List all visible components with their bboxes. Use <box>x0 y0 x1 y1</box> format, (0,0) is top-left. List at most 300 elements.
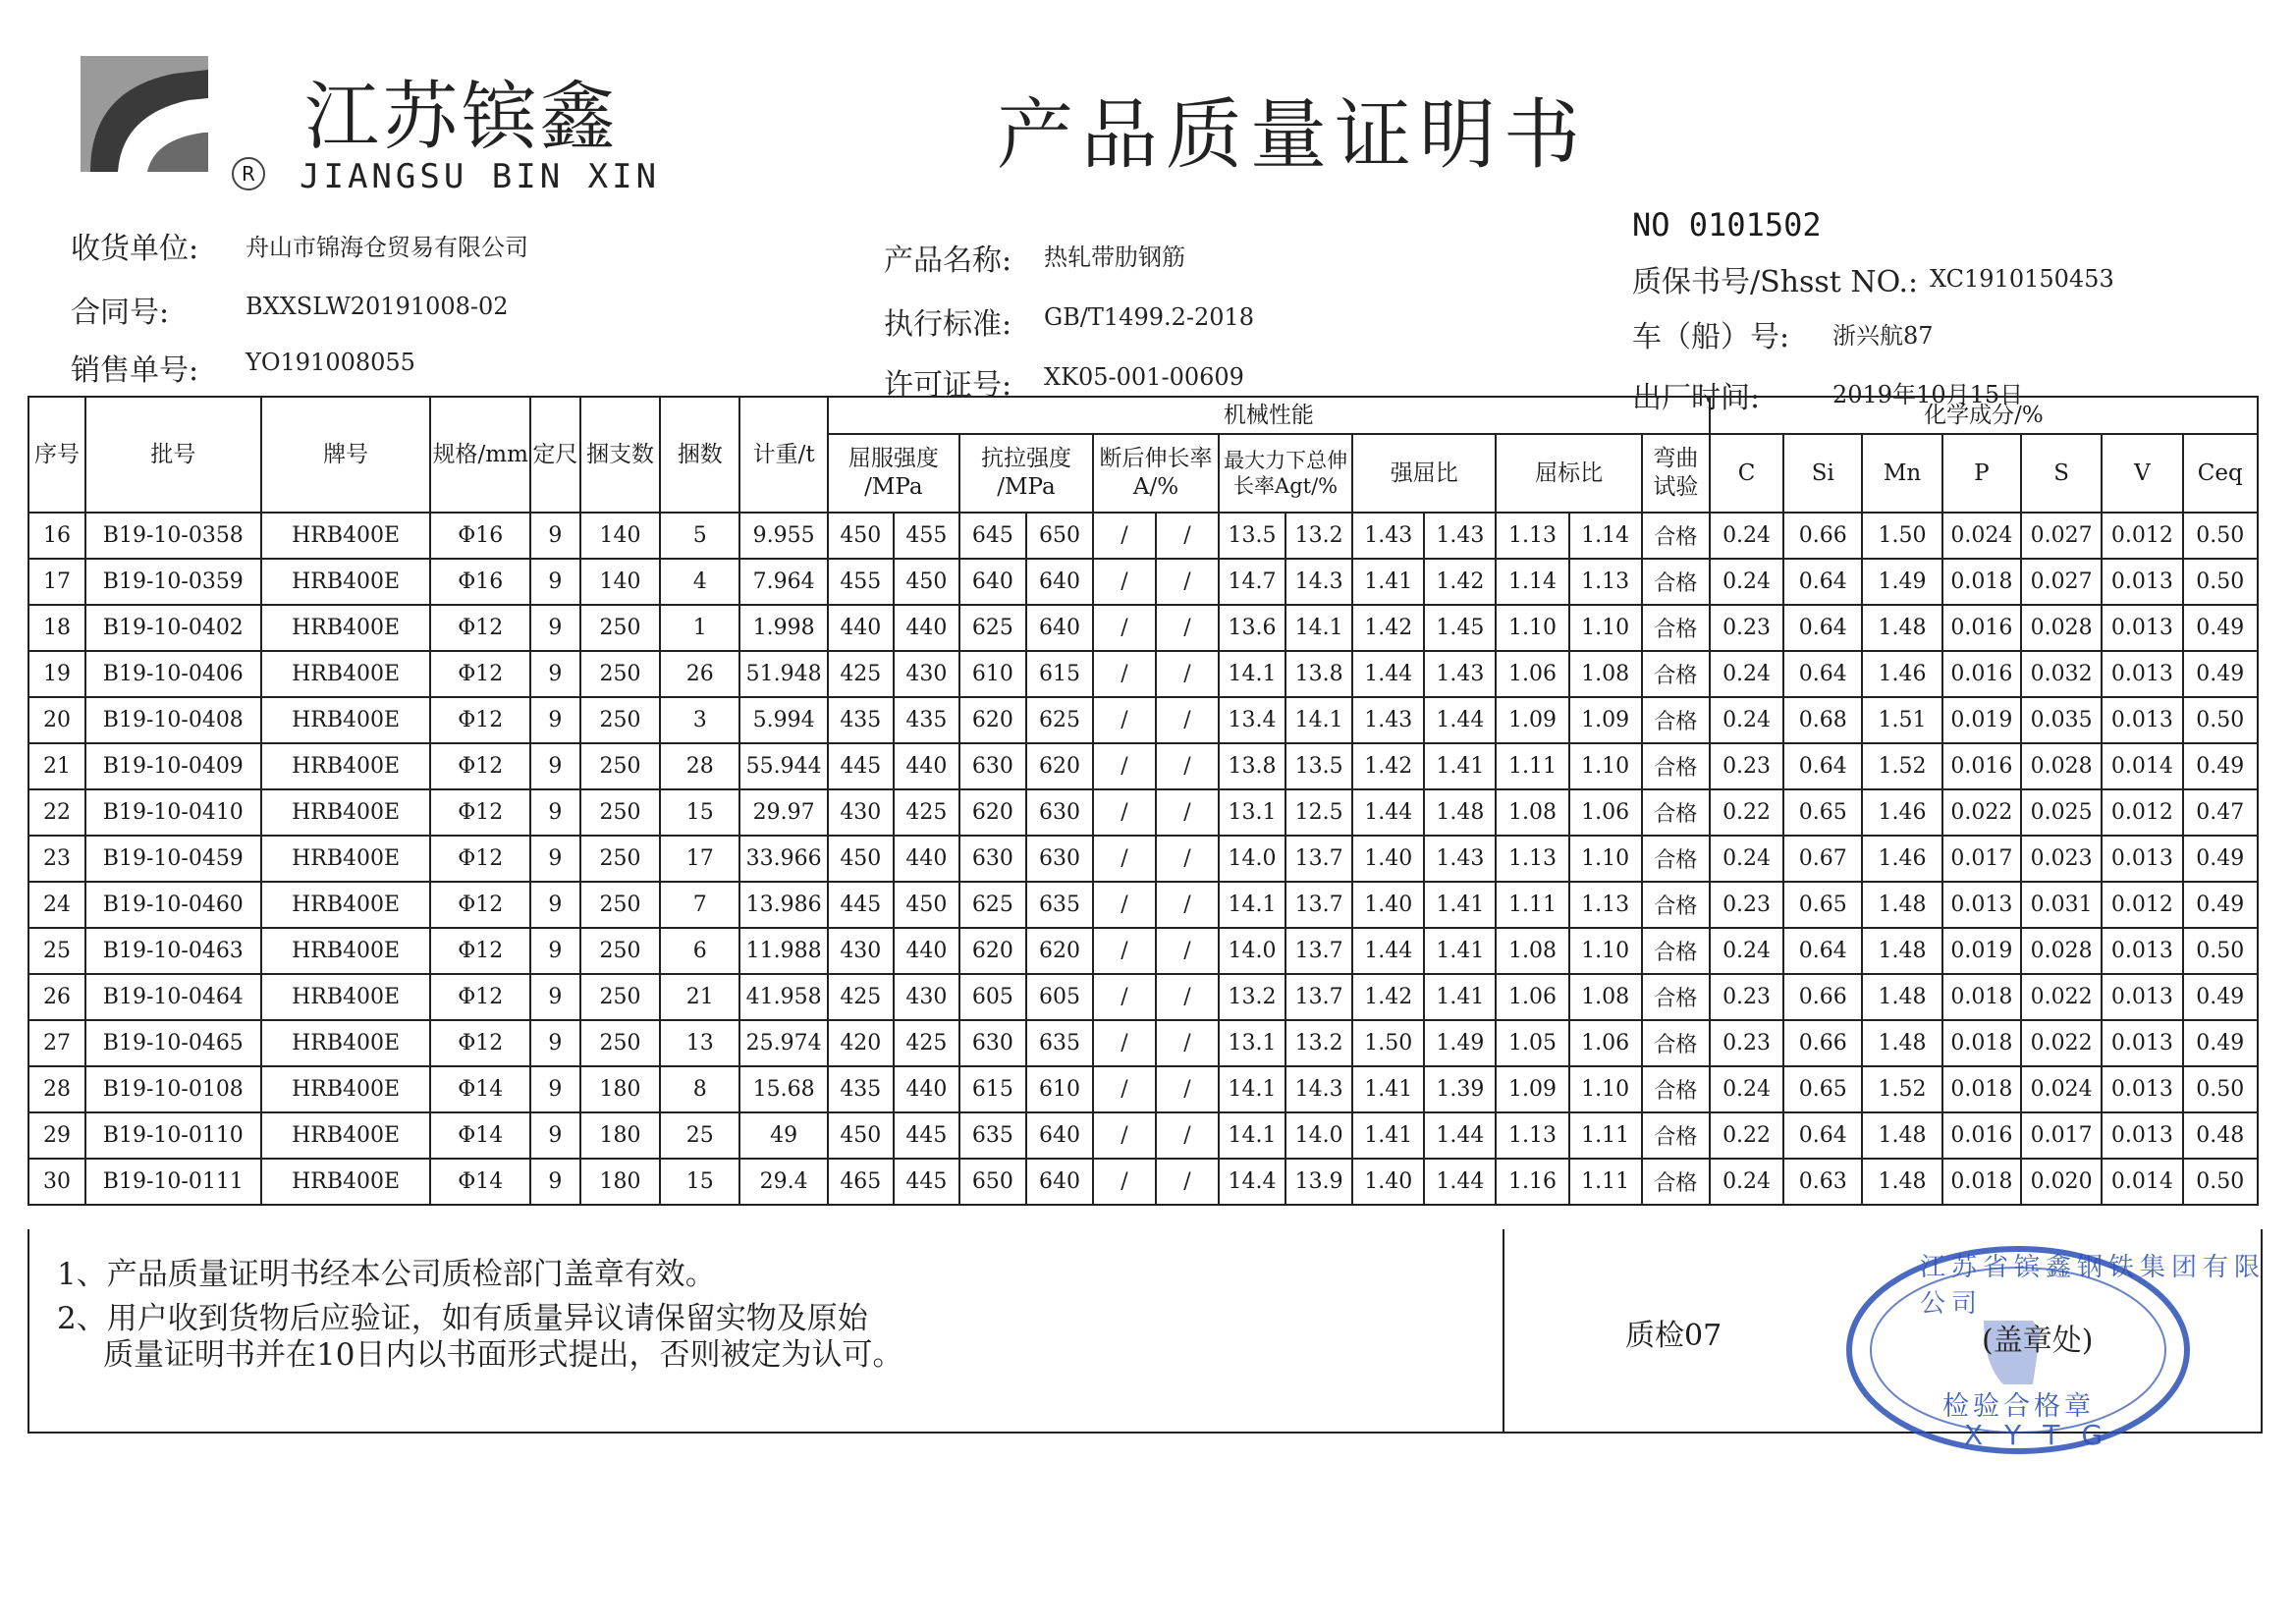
consignee-label: 收货单位: <box>71 232 199 266</box>
cell-elong-2: / <box>1156 1020 1219 1066</box>
cell-bend: 合格 <box>1642 697 1710 743</box>
cell-weight: 13.986 <box>739 882 827 928</box>
cell-c: 0.23 <box>1710 1020 1783 1066</box>
cell-tensile-1: 630 <box>959 743 1026 789</box>
cell-yield-1: 430 <box>828 789 894 836</box>
cell-strength-ratio-1: 1.41 <box>1352 559 1424 605</box>
table-body <box>28 513 2258 1205</box>
cell-pieces: 250 <box>580 697 660 743</box>
cell-ceq: 0.49 <box>2183 743 2258 789</box>
cell-agt-2: 13.7 <box>1285 836 1352 882</box>
stamp-bottom-text: XYTG <box>1964 1419 2125 1451</box>
cell-spec: Φ14 <box>430 1112 530 1159</box>
cell-p: 0.018 <box>1942 1066 2021 1112</box>
col-agt: 最大力下总伸 长率Agt/% <box>1219 434 1352 513</box>
contract-label: 合同号: <box>71 296 170 330</box>
cell-s: 0.027 <box>2021 513 2102 559</box>
cell-yield-2: 440 <box>894 605 959 651</box>
cell-tensile-1: 645 <box>959 513 1026 559</box>
cell-mn: 1.48 <box>1862 928 1941 974</box>
cell-pieces: 250 <box>580 605 660 651</box>
cell-bend: 合格 <box>1642 789 1710 836</box>
chemical-group-header: 化学成分/% <box>1710 397 2258 434</box>
cell-tensile-1: 610 <box>959 651 1026 697</box>
cell-agt-1: 14.1 <box>1219 1066 1285 1112</box>
cell-strength-ratio-1: 1.43 <box>1352 697 1424 743</box>
cell-strength-ratio-1: 1.44 <box>1352 651 1424 697</box>
company-name-en: JIANGSU BIN XIN <box>300 157 661 196</box>
cell-spec: Φ12 <box>430 974 530 1020</box>
col-length: 定尺 <box>530 397 580 513</box>
cell-p: 0.018 <box>1942 974 2021 1020</box>
cell-elong-1: / <box>1093 605 1156 651</box>
cell-c: 0.24 <box>1710 559 1783 605</box>
cell-yield-ratio-2: 1.10 <box>1569 605 1642 651</box>
cell-weight: 49 <box>739 1112 827 1159</box>
cell-yield-2: 435 <box>894 697 959 743</box>
cell-agt-1: 13.1 <box>1219 1020 1285 1066</box>
cell-spec: Φ12 <box>430 836 530 882</box>
product-name-label: 产品名称: <box>884 244 1012 278</box>
cell-strength-ratio-1: 1.42 <box>1352 605 1424 651</box>
cell-strength-ratio-1: 1.41 <box>1352 1112 1424 1159</box>
cell-si: 0.65 <box>1783 882 1862 928</box>
certificate-number: NO 0101502 <box>1632 206 1822 244</box>
cell-yield-ratio-2: 1.09 <box>1569 697 1642 743</box>
cell-length: 9 <box>530 651 580 697</box>
cell-length: 9 <box>530 605 580 651</box>
cell-weight: 15.68 <box>739 1066 827 1112</box>
cell-elong-1: / <box>1093 651 1156 697</box>
cell-tensile-2: 615 <box>1026 651 1093 697</box>
cell-agt-2: 12.5 <box>1285 789 1352 836</box>
cell-yield-2: 440 <box>894 928 959 974</box>
cell-si: 0.68 <box>1783 697 1862 743</box>
standard-label: 执行标准: <box>884 307 1012 342</box>
cell-yield-1: 445 <box>828 743 894 789</box>
cell-strength-ratio-1: 1.40 <box>1352 836 1424 882</box>
cell-ceq: 0.49 <box>2183 1020 2258 1066</box>
cell-yield-1: 445 <box>828 882 894 928</box>
cell-v: 0.013 <box>2102 559 2182 605</box>
cell-strength-ratio-1: 1.43 <box>1352 513 1424 559</box>
cell-batch: B19-10-0460 <box>85 882 261 928</box>
cell-strength-ratio-2: 1.49 <box>1424 1020 1496 1066</box>
contract-value: BXXSLW20191008-02 <box>246 293 509 320</box>
cell-v: 0.013 <box>2102 1020 2182 1066</box>
cell-si: 0.64 <box>1783 651 1862 697</box>
cell-bundles: 15 <box>660 1159 739 1205</box>
cell-bundles: 6 <box>660 928 739 974</box>
cell-c: 0.23 <box>1710 882 1783 928</box>
cell-length: 9 <box>530 513 580 559</box>
cell-strength-ratio-2: 1.44 <box>1424 1112 1496 1159</box>
cell-length: 9 <box>530 697 580 743</box>
cell-pieces: 180 <box>580 1112 660 1159</box>
cell-strength-ratio-2: 1.44 <box>1424 1159 1496 1205</box>
cell-s: 0.031 <box>2021 882 2102 928</box>
table-row <box>28 513 2258 559</box>
cell-v: 0.013 <box>2102 1066 2182 1112</box>
cell-strength-ratio-1: 1.44 <box>1352 789 1424 836</box>
col-pieces: 捆支数 <box>580 397 660 513</box>
cell-tensile-1: 620 <box>959 789 1026 836</box>
cell-agt-1: 14.1 <box>1219 651 1285 697</box>
cell-si: 0.66 <box>1783 513 1862 559</box>
cell-length: 9 <box>530 882 580 928</box>
cell-tensile-2: 625 <box>1026 697 1093 743</box>
col-elongation: 断后伸长率 A/% <box>1093 434 1219 513</box>
cell-length: 9 <box>530 559 580 605</box>
cell-elong-1: / <box>1093 1159 1156 1205</box>
cell-si: 0.65 <box>1783 1066 1862 1112</box>
cell-elong-1: / <box>1093 1066 1156 1112</box>
cell-agt-1: 13.2 <box>1219 974 1285 1020</box>
cell-c: 0.22 <box>1710 1112 1783 1159</box>
cell-c: 0.24 <box>1710 928 1783 974</box>
cell-strength-ratio-2: 1.41 <box>1424 974 1496 1020</box>
cell-tensile-2: 630 <box>1026 789 1093 836</box>
table-row <box>28 697 2258 743</box>
cell-bend: 合格 <box>1642 928 1710 974</box>
cell-agt-2: 14.3 <box>1285 559 1352 605</box>
cell-pieces: 140 <box>580 559 660 605</box>
cell-weight: 29.97 <box>739 789 827 836</box>
cell-spec: Φ12 <box>430 928 530 974</box>
cell-grade: HRB400E <box>261 605 431 651</box>
cell-bend: 合格 <box>1642 882 1710 928</box>
cell-pieces: 250 <box>580 882 660 928</box>
cell-yield-ratio-2: 1.13 <box>1569 882 1642 928</box>
mechanical-group-header: 机械性能 <box>828 397 1710 434</box>
cell-weight: 55.944 <box>739 743 827 789</box>
cell-mn: 1.48 <box>1862 1159 1941 1205</box>
col-seq: 序号 <box>28 397 85 513</box>
cell-s: 0.028 <box>2021 743 2102 789</box>
cell-p: 0.017 <box>1942 836 2021 882</box>
cell-elong-2: / <box>1156 605 1219 651</box>
cell-strength-ratio-2: 1.41 <box>1424 928 1496 974</box>
cell-yield-2: 425 <box>894 1020 959 1066</box>
cell-s: 0.022 <box>2021 974 2102 1020</box>
cell-elong-1: / <box>1093 743 1156 789</box>
cell-bundles: 21 <box>660 974 739 1020</box>
cell-agt-2: 13.7 <box>1285 928 1352 974</box>
cell-pieces: 140 <box>580 513 660 559</box>
cell-pieces: 250 <box>580 743 660 789</box>
cell-weight: 11.988 <box>739 928 827 974</box>
cell-si: 0.63 <box>1783 1159 1862 1205</box>
cell-agt-2: 14.1 <box>1285 605 1352 651</box>
col-si: Si <box>1783 434 1862 513</box>
cell-grade: HRB400E <box>261 789 431 836</box>
ship-date-value: 2019年10月15日 <box>1832 381 2024 408</box>
cell-yield-2: 430 <box>894 651 959 697</box>
cell-mn: 1.46 <box>1862 789 1941 836</box>
cell-p: 0.022 <box>1942 789 2021 836</box>
cell-yield-1: 440 <box>828 605 894 651</box>
cell-p: 0.019 <box>1942 928 2021 974</box>
col-weight: 计重/t <box>739 397 827 513</box>
cell-length: 9 <box>530 1112 580 1159</box>
cell-bundles: 3 <box>660 697 739 743</box>
cell-mn: 1.48 <box>1862 974 1941 1020</box>
cell-elong-2: / <box>1156 1159 1219 1205</box>
cell-elong-2: / <box>1156 513 1219 559</box>
cell-mn: 1.49 <box>1862 559 1941 605</box>
cert-no-label: 质保书号/Shsst NO.: <box>1632 265 1919 299</box>
cell-yield-2: 425 <box>894 789 959 836</box>
cell-grade: HRB400E <box>261 882 431 928</box>
cell-spec: Φ12 <box>430 605 530 651</box>
cell-grade: HRB400E <box>261 559 431 605</box>
cell-grade: HRB400E <box>261 697 431 743</box>
cell-p: 0.018 <box>1942 1159 2021 1205</box>
cell-mn: 1.46 <box>1862 836 1941 882</box>
cell-yield-ratio-1: 1.06 <box>1496 651 1568 697</box>
cell-elong-2: / <box>1156 559 1219 605</box>
cell-c: 0.23 <box>1710 605 1783 651</box>
cell-s: 0.020 <box>2021 1159 2102 1205</box>
cell-bundles: 5 <box>660 513 739 559</box>
cell-yield-ratio-1: 1.11 <box>1496 743 1568 789</box>
cell-pieces: 250 <box>580 1020 660 1066</box>
cell-yield-2: 445 <box>894 1159 959 1205</box>
cell-grade: HRB400E <box>261 743 431 789</box>
cell-elong-1: / <box>1093 974 1156 1020</box>
cell-spec: Φ12 <box>430 697 530 743</box>
cell-yield-1: 435 <box>828 1066 894 1112</box>
cell-batch: B19-10-0402 <box>85 605 261 651</box>
col-p: P <box>1942 434 2021 513</box>
footer-divider <box>1503 1229 1504 1434</box>
cell-ceq: 0.49 <box>2183 605 2258 651</box>
cell-weight: 51.948 <box>739 651 827 697</box>
cell-elong-1: / <box>1093 559 1156 605</box>
cell-agt-2: 14.1 <box>1285 697 1352 743</box>
cell-yield-ratio-1: 1.09 <box>1496 697 1568 743</box>
cell-si: 0.66 <box>1783 974 1862 1020</box>
cell-ceq: 0.49 <box>2183 974 2258 1020</box>
cell-agt-1: 13.5 <box>1219 513 1285 559</box>
cell-seq: 28 <box>28 1066 85 1112</box>
note-1: 1、产品质量证明书经本公司质检部门盖章有效。 <box>57 1257 716 1292</box>
cell-yield-ratio-2: 1.11 <box>1569 1159 1642 1205</box>
cell-length: 9 <box>530 974 580 1020</box>
cell-spec: Φ12 <box>430 651 530 697</box>
cell-elong-1: / <box>1093 789 1156 836</box>
col-tensile: 抗拉强度 /MPa <box>959 434 1093 513</box>
cell-v: 0.013 <box>2102 836 2182 882</box>
cell-c: 0.24 <box>1710 697 1783 743</box>
cell-yield-1: 425 <box>828 651 894 697</box>
cell-tensile-2: 605 <box>1026 974 1093 1020</box>
cell-pieces: 250 <box>580 836 660 882</box>
col-c: C <box>1710 434 1783 513</box>
cell-ceq: 0.50 <box>2183 928 2258 974</box>
cell-seq: 18 <box>28 605 85 651</box>
cell-weight: 33.966 <box>739 836 827 882</box>
col-strength-ratio: 强屈比 <box>1352 434 1496 513</box>
cell-agt-2: 13.5 <box>1285 743 1352 789</box>
cell-batch: B19-10-0463 <box>85 928 261 974</box>
table-row <box>28 974 2258 1020</box>
cell-tensile-1: 620 <box>959 697 1026 743</box>
col-bundles: 捆数 <box>660 397 739 513</box>
cell-length: 9 <box>530 928 580 974</box>
cell-batch: B19-10-0410 <box>85 789 261 836</box>
col-spec: 规格/mm <box>430 397 530 513</box>
cell-mn: 1.48 <box>1862 882 1941 928</box>
cell-yield-ratio-1: 1.09 <box>1496 1066 1568 1112</box>
cell-yield-ratio-2: 1.10 <box>1569 1066 1642 1112</box>
col-s: S <box>2021 434 2102 513</box>
cell-strength-ratio-1: 1.44 <box>1352 928 1424 974</box>
cell-seq: 29 <box>28 1112 85 1159</box>
cell-pieces: 250 <box>580 928 660 974</box>
cell-yield-ratio-1: 1.08 <box>1496 928 1568 974</box>
cell-yield-1: 450 <box>828 1112 894 1159</box>
cell-elong-1: / <box>1093 697 1156 743</box>
cell-batch: B19-10-0359 <box>85 559 261 605</box>
cell-tensile-2: 620 <box>1026 743 1093 789</box>
cell-agt-2: 13.2 <box>1285 1020 1352 1066</box>
col-batch: 批号 <box>85 397 261 513</box>
cell-pieces: 250 <box>580 789 660 836</box>
cell-agt-1: 14.0 <box>1219 928 1285 974</box>
table-row <box>28 882 2258 928</box>
cell-agt-2: 14.3 <box>1285 1066 1352 1112</box>
cell-seq: 24 <box>28 882 85 928</box>
cell-agt-2: 14.0 <box>1285 1112 1352 1159</box>
cell-si: 0.64 <box>1783 1112 1862 1159</box>
cell-p: 0.018 <box>1942 1020 2021 1066</box>
cell-yield-ratio-2: 1.10 <box>1569 836 1642 882</box>
cell-agt-1: 14.0 <box>1219 836 1285 882</box>
cell-spec: Φ12 <box>430 743 530 789</box>
cell-tensile-2: 640 <box>1026 1112 1093 1159</box>
cell-elong-2: / <box>1156 1112 1219 1159</box>
cell-seq: 26 <box>28 974 85 1020</box>
cell-pieces: 180 <box>580 1159 660 1205</box>
cell-yield-ratio-2: 1.10 <box>1569 928 1642 974</box>
cell-v: 0.012 <box>2102 882 2182 928</box>
cell-spec: Φ14 <box>430 1066 530 1112</box>
cell-tensile-1: 625 <box>959 605 1026 651</box>
cell-strength-ratio-2: 1.45 <box>1424 605 1496 651</box>
cell-yield-ratio-2: 1.11 <box>1569 1112 1642 1159</box>
cell-tensile-2: 610 <box>1026 1066 1093 1112</box>
cell-strength-ratio-2: 1.39 <box>1424 1066 1496 1112</box>
cell-yield-2: 450 <box>894 882 959 928</box>
cell-si: 0.66 <box>1783 1020 1862 1066</box>
cell-p: 0.018 <box>1942 559 2021 605</box>
cell-bend: 合格 <box>1642 1020 1710 1066</box>
cell-seq: 25 <box>28 928 85 974</box>
cell-bundles: 1 <box>660 605 739 651</box>
cell-agt-2: 13.9 <box>1285 1159 1352 1205</box>
cell-p: 0.019 <box>1942 697 2021 743</box>
cell-yield-ratio-2: 1.10 <box>1569 743 1642 789</box>
cell-ceq: 0.50 <box>2183 559 2258 605</box>
cell-elong-2: / <box>1156 1066 1219 1112</box>
cell-yield-1: 450 <box>828 513 894 559</box>
cell-s: 0.022 <box>2021 1020 2102 1066</box>
cell-agt-2: 13.8 <box>1285 651 1352 697</box>
cell-strength-ratio-1: 1.42 <box>1352 974 1424 1020</box>
cell-pieces: 180 <box>580 1066 660 1112</box>
cell-agt-1: 14.1 <box>1219 1112 1285 1159</box>
cell-tensile-1: 615 <box>959 1066 1026 1112</box>
cell-v: 0.014 <box>2102 743 2182 789</box>
cell-elong-1: / <box>1093 836 1156 882</box>
cell-agt-2: 13.2 <box>1285 513 1352 559</box>
cell-elong-2: / <box>1156 974 1219 1020</box>
cell-strength-ratio-2: 1.41 <box>1424 882 1496 928</box>
cell-elong-2: / <box>1156 789 1219 836</box>
cell-yield-1: 465 <box>828 1159 894 1205</box>
cell-elong-2: / <box>1156 836 1219 882</box>
cell-ceq: 0.49 <box>2183 882 2258 928</box>
table-row <box>28 1159 2258 1205</box>
cell-bend: 合格 <box>1642 559 1710 605</box>
cell-p: 0.016 <box>1942 1112 2021 1159</box>
cell-s: 0.035 <box>2021 697 2102 743</box>
cell-tensile-2: 630 <box>1026 836 1093 882</box>
cell-agt-1: 13.6 <box>1219 605 1285 651</box>
col-yield: 屈服强度 /MPa <box>828 434 959 513</box>
cell-weight: 5.994 <box>739 697 827 743</box>
cell-strength-ratio-1: 1.42 <box>1352 743 1424 789</box>
cell-weight: 41.958 <box>739 974 827 1020</box>
note-3: 质量证明书并在10日内以书面形式提出，否则被定为认可。 <box>103 1337 903 1373</box>
cell-yield-ratio-1: 1.13 <box>1496 1112 1568 1159</box>
cell-bundles: 28 <box>660 743 739 789</box>
cell-ceq: 0.49 <box>2183 836 2258 882</box>
cell-batch: B19-10-0108 <box>85 1066 261 1112</box>
cell-strength-ratio-2: 1.43 <box>1424 513 1496 559</box>
cell-c: 0.23 <box>1710 743 1783 789</box>
cell-bend: 合格 <box>1642 1112 1710 1159</box>
cell-bend: 合格 <box>1642 743 1710 789</box>
cell-yield-1: 430 <box>828 928 894 974</box>
cell-v: 0.013 <box>2102 1112 2182 1159</box>
table-row <box>28 651 2258 697</box>
cell-bundles: 4 <box>660 559 739 605</box>
cell-weight: 1.998 <box>739 605 827 651</box>
cell-si: 0.65 <box>1783 789 1862 836</box>
cell-grade: HRB400E <box>261 651 431 697</box>
cell-s: 0.027 <box>2021 559 2102 605</box>
cell-s: 0.023 <box>2021 836 2102 882</box>
cell-grade: HRB400E <box>261 1020 431 1066</box>
cell-spec: Φ16 <box>430 559 530 605</box>
cell-ceq: 0.50 <box>2183 513 2258 559</box>
cell-elong-2: / <box>1156 882 1219 928</box>
cell-grade: HRB400E <box>261 1066 431 1112</box>
cell-v: 0.014 <box>2102 1159 2182 1205</box>
cell-bundles: 17 <box>660 836 739 882</box>
registered-mark-icon: R <box>232 157 265 190</box>
cell-si: 0.67 <box>1783 836 1862 882</box>
cell-mn: 1.52 <box>1862 743 1941 789</box>
cell-mn: 1.46 <box>1862 651 1941 697</box>
table-row <box>28 743 2258 789</box>
cell-grade: HRB400E <box>261 974 431 1020</box>
cell-strength-ratio-1: 1.41 <box>1352 1066 1424 1112</box>
cell-yield-ratio-2: 1.13 <box>1569 559 1642 605</box>
sales-order-value: YO191008055 <box>246 349 415 376</box>
